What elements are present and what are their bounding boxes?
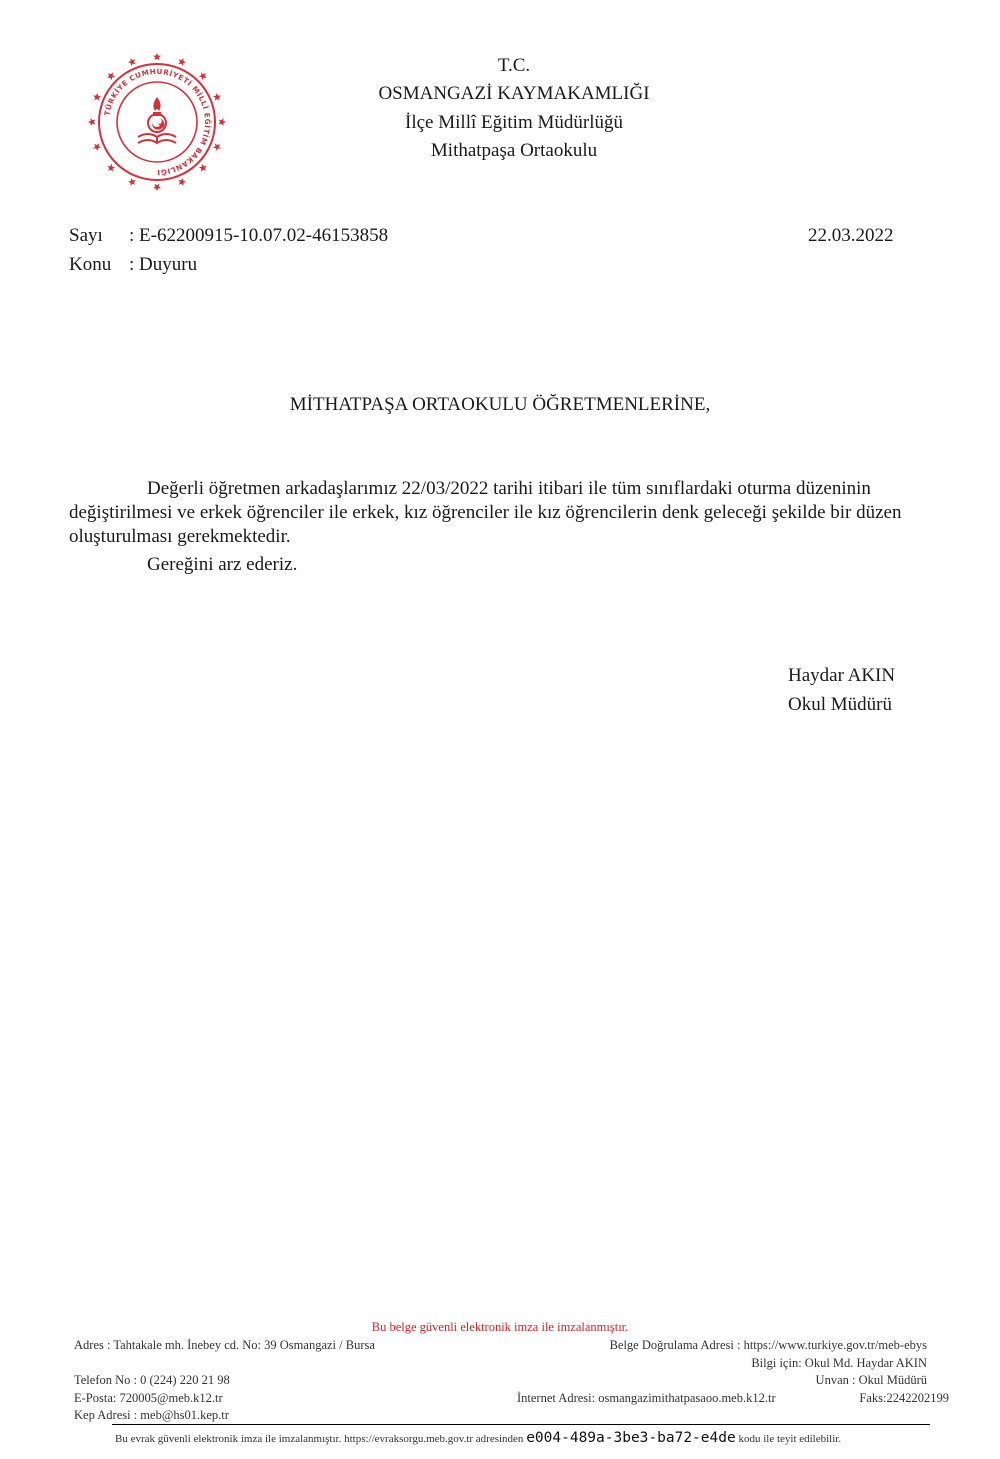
footer-kep: Kep Adresi : meb@hs01.kep.tr [74, 1408, 229, 1422]
footer-web[interactable]: İnternet Adresi: osmangazimithatpasaoo.meb.k12.tr [517, 1391, 776, 1405]
verification-code: e004-489a-3be3-ba72-e4de [526, 1430, 736, 1446]
footer-address: Adres : Tahtakale mh. İnebey cd. No: 39 Osmangazi / Bursa [74, 1338, 375, 1352]
seal-star [213, 143, 221, 151]
header-kaymakamlik: OSMANGAZİ KAYMAKAMLIĞI [378, 83, 650, 104]
closing-paragraph: Gereğini arz ederiz. [147, 554, 298, 575]
footer-verify-url[interactable]: Belge Doğrulama Adresi : https://www.turkiye.gov.tr/meb-ebys [609, 1338, 927, 1352]
footer-fax: Faks:2242202199 [859, 1391, 949, 1405]
footer-email[interactable]: E-Posta: 720005@meb.k12.tr [74, 1391, 223, 1405]
addressee: MİTHATPAŞA ORTAOKULU ÖĞRETMENLERİNE, [289, 394, 711, 415]
letter-body [69, 477, 949, 577]
sayi-label: Sayı [69, 225, 103, 246]
signer-title: Okul Müdürü [788, 694, 892, 715]
sayi-value: : E-62200915-10.07.02-46153858 [129, 225, 389, 246]
seal-star [107, 72, 115, 80]
header-school: Mithatpaşa Ortaokulu [430, 140, 598, 161]
seal-star [219, 118, 227, 126]
footer-divider [112, 1424, 930, 1425]
seal-star [213, 93, 221, 101]
header-tc: T.C. [497, 55, 531, 76]
konu-value: : Duyuru [129, 254, 198, 275]
footer-info: Bilgi için: Okul Md. Haydar AKIN [751, 1356, 927, 1370]
seal-star [178, 58, 186, 66]
seal-star [178, 178, 186, 186]
footer-title: Unvan : Okul Müdürü [815, 1373, 927, 1387]
seal-star [93, 143, 101, 151]
seal-star [199, 164, 207, 172]
seal-star [128, 178, 136, 186]
footer-phone: Telefon No : 0 (224) 220 21 98 [74, 1373, 230, 1387]
seal-star [93, 93, 101, 101]
svg-text:TÜRKİYE CUMHURİYETİ MİLLÎ EĞİT: TÜRKİYE CUMHURİYETİ MİLLÎ EĞİTİM BAKANLIĞI [102, 66, 213, 178]
seal-star [153, 184, 161, 192]
esign-notice: Bu belge güvenli elektronik imza ile imzalanmıştır. [371, 1320, 629, 1334]
seal-star [107, 164, 115, 172]
seal-star [128, 58, 136, 66]
seal-star [199, 72, 207, 80]
document-date: 22.03.2022 [808, 225, 894, 246]
ministry-seal-logo [86, 51, 228, 193]
verify-prefix: Bu evrak güvenli elektronik imza ile imzalanmıştır. https://evraksorgu.meb.gov.tr adresinden [115, 1433, 524, 1445]
signer-name: Haydar AKIN [788, 665, 896, 686]
header-mudurluk: İlçe Millî Eğitim Müdürlüğü [405, 112, 623, 133]
footer-bottom-line [115, 1430, 841, 1446]
body-paragraph: Değerli öğretmen arkadaşlarımız 22/03/2022 tarihi itibari ile tüm sınıflardaki oturma düzeninin değiştirilmesi ve erkek öğrenciler ile erkek, kız öğrenciler ile kız öğrencilerin denk geleceği şekilde bir düzen oluşturulması gerekmektedir. [69, 478, 902, 547]
seal-star [153, 53, 161, 61]
verify-suffix: kodu ile teyit edilebilir. [738, 1433, 842, 1445]
seal-star [88, 118, 96, 126]
konu-label: Konu [69, 254, 112, 275]
